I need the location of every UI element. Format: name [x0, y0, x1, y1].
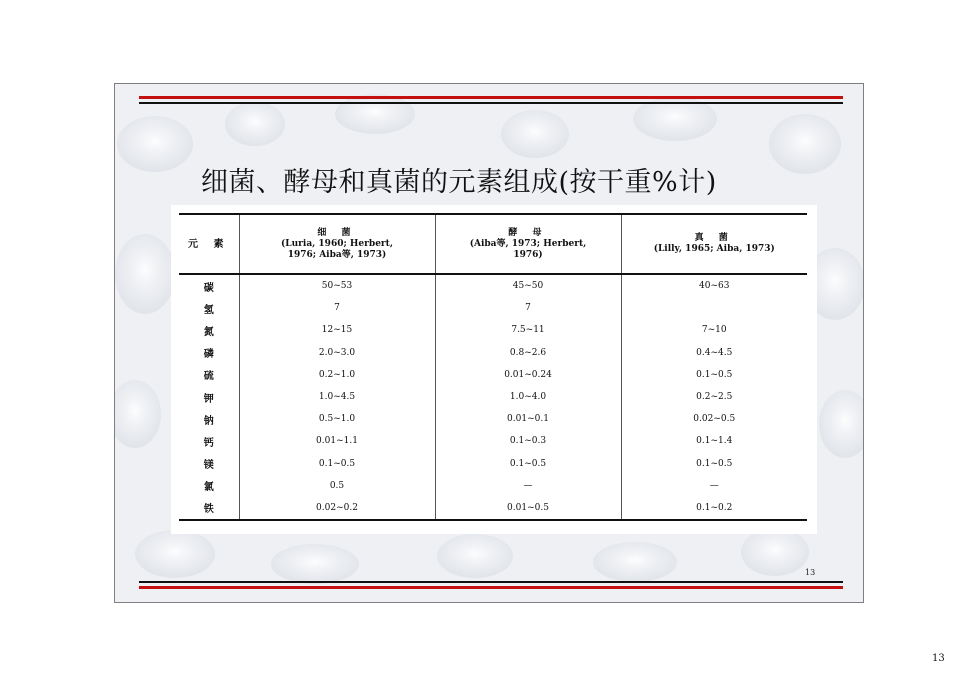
table-row: 钾 1.0~4.5 1.0~4.0 0.2~2.5	[179, 386, 807, 408]
table-row: 碳 50~53 45~50 40~63	[179, 274, 807, 297]
table-row: 钙 0.01~1.1 0.1~0.3 0.1~1.4	[179, 430, 807, 452]
element-composition-table-image	[171, 205, 817, 534]
header-fungi: 真 菌 (Lilly, 1965; Aiba, 1973)	[621, 214, 807, 274]
header-element: 元 素	[188, 238, 230, 250]
table-row: 氢 7 7	[179, 297, 807, 319]
table-row: 钠 0.5~1.0 0.01~0.1 0.02~0.5	[179, 408, 807, 430]
table-row: 氮 12~15 7.5~11 7~10	[179, 319, 807, 341]
slide-number: 13	[805, 568, 816, 577]
slide-title: 细菌、酵母和真菌的元素组成(按干重%计)	[201, 167, 717, 198]
table-row: 镁 0.1~0.5 0.1~0.5 0.1~0.5	[179, 453, 807, 475]
table-header-row	[179, 214, 807, 274]
header-bacteria: 细 菌 (Luria, 1960; Herbert, 1976; Aiba等, 1973)	[239, 214, 435, 274]
top-rule	[139, 96, 843, 104]
table-row: 磷 2.0~3.0 0.8~2.6 0.4~4.5	[179, 342, 807, 364]
bottom-rule	[139, 581, 843, 589]
page-number: 13	[932, 653, 945, 664]
table-row: 铁 0.02~0.2 0.01~0.5 0.1~0.2	[179, 497, 807, 520]
table-row: 硫 0.2~1.0 0.01~0.24 0.1~0.5	[179, 364, 807, 386]
table-row: 氯 0.5 — —	[179, 475, 807, 497]
slide	[114, 83, 864, 603]
element-composition-table	[179, 213, 807, 521]
header-yeast: 酵 母 (Aiba等, 1973; Herbert, 1976)	[435, 214, 621, 274]
